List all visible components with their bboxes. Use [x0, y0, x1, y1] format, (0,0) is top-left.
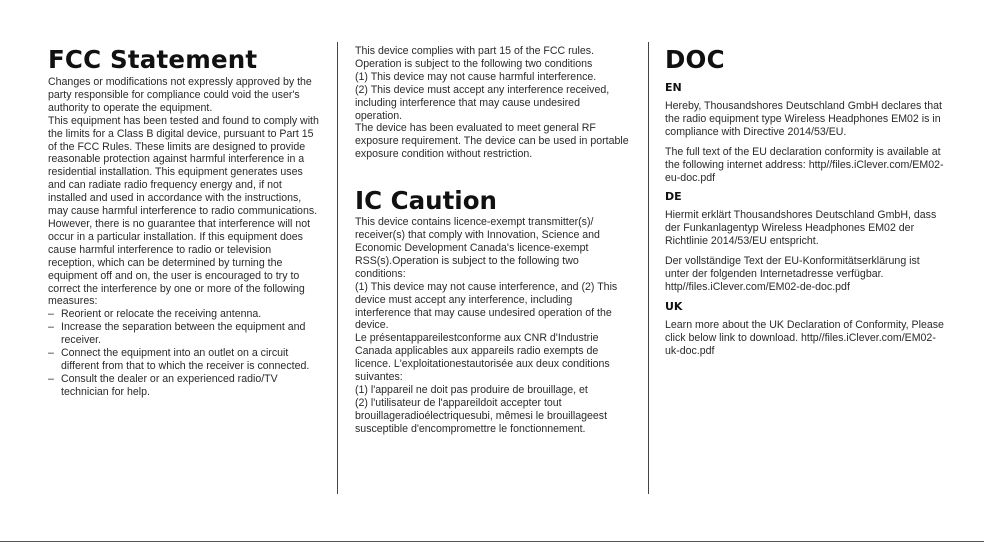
fcc-statement-column — [48, 46, 320, 399]
ic-paragraph: Le présentappareilestconforme aux CNR d'Industrie Canada applicables aux appareils radio exempts de licence. L'exploitationestautorisée aux deux conditions suivantes: — [355, 332, 610, 384]
list-item: – Reorient or relocate the receiving antenna. — [48, 308, 320, 321]
fcc-paragraph: Changes or modifications not expressly approved by the party responsible for compliance could void the user's authority to operate the equipment. — [48, 76, 312, 114]
column-divider-left — [337, 42, 338, 494]
ic-paragraph: (1) l'appareil ne doit pas produire de brouillage, et — [355, 383, 588, 396]
fcc-paragraph: This equipment has been tested and found to comply with the limits for a Class B digital device, pursuant to Part 15 of the FCC Rules. These limits are designed to provide reasonable protection against harmful interference in a residential installation. This equipment generates uses and can radiate radio frequency energy and, if not installed and used in accordance with the instructions, may cause harmful interference to radio communications. However, there is no guarantee that interference will not occur in a particular installation. If this equipment does cause harmful interference to radio or television reception, which can be determined by turning the equipment off and on, the user is encouraged to try to correct the interference by one or more of the following measures: — [48, 114, 319, 308]
doc-title: DOC — [665, 45, 725, 74]
doc-en-label: EN — [665, 81, 682, 94]
part15-paragraph: This device complies with part 15 of the FCC rules. Operation is subject to the following two conditions — [355, 45, 595, 70]
ic-caution-title: IC Caution — [355, 186, 497, 216]
doc-en-declaration: Hereby, Thousandshores Deutschland GmbH declares that the radio equipment type Wireless Headphones EM02 is in compliance with Directive 2014/53/EU. — [665, 100, 942, 138]
doc-column — [665, 45, 945, 365]
doc-de-label: DE — [665, 190, 682, 204]
ic-caution-column — [355, 45, 630, 436]
part15-paragraph: (1) This device may not cause harmful interference. — [355, 70, 597, 83]
ic-paragraph: (2) l'utilisateur de l'appareildoit accepter tout brouillageradioélectriquesubi, mêmesi le brouillageest susceptible d'encompromettre le fonctionnement. — [355, 396, 608, 435]
ic-paragraph: This device contains licence-exempt transmitter(s)/ receiver(s) that comply with Innovation, Science and Economic Development Canada's licence-exempt RSS(s).Operation is subject to the following two conditions: — [355, 216, 600, 280]
doc-de-declaration: Hiermit erklärt Thousandshores Deutschland GmbH, dass der Funkanlagentyp Wireless Headphones EM02 der Richtlinie 2014/53/EU entspricht. — [665, 209, 937, 248]
list-item: – Increase the separation between the equipment and receiver. — [48, 321, 320, 347]
column-divider-right — [648, 42, 649, 494]
ic-paragraph: (1) This device may not cause interference, and (2) This device must accept any interference, including interference that may cause undesired operation of the device. — [355, 280, 618, 332]
part15-paragraph: (2) This device must accept any interference received, including interference that may cause undesired operation. — [355, 83, 610, 122]
part15-paragraph: The device has been evaluated to meet general RF exposure requirement. The device can be used in portable exposure condition without restriction. — [355, 122, 629, 161]
fcc-measures-list — [48, 308, 320, 398]
doc-uk-label: UK — [665, 299, 683, 313]
bottom-rule — [0, 541, 984, 542]
list-item: – Consult the dealer or an experienced radio/TV technician for help. — [48, 373, 320, 399]
list-item: – Connect the equipment into an outlet on a circuit different from that to which the receiver is connected. — [48, 347, 320, 373]
doc-en-fulltext: The full text of the EU declaration conformity is available at the following internet address: http//files.iClever.com/EM02-eu-doc.pdf — [665, 145, 944, 184]
doc-de-fulltext: Der vollständige Text der EU-Konformitätserklärung ist unter der folgenden Internetadresse verfügbar. http//files.iClever.com/EM02-de-doc.pdf — [665, 255, 920, 293]
fcc-statement-title: FCC Statement — [48, 45, 258, 74]
doc-uk-text: Learn more about the UK Declaration of Conformity, Please click below link to download. http//files.iClever.com/EM02-uk-doc.pdf — [665, 318, 944, 357]
